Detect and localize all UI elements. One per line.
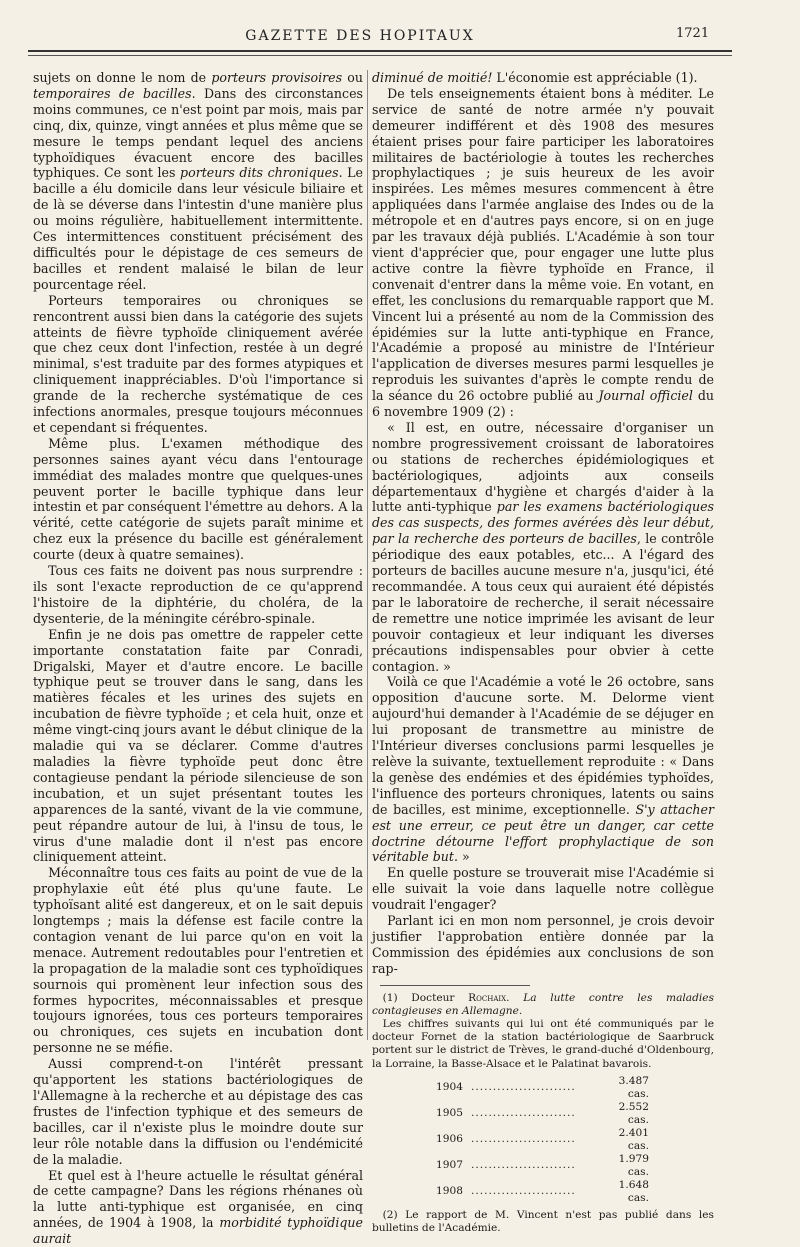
column-divider: [367, 70, 368, 1040]
paragraph: Enfin je ne dois pas omettre de rappeler cette importante constatation faite par Conradi, Drigalski, Mayer et d'autre encore. Le bacille typhique peut se trouver dans le sang, dans les matières fécales et les urines des sujets en incubation de fièvre typhoïde ; et cela huit, onze et même vingt-cinq jours avant le début clinique de la maladie qui va se déclarer. Comme d'autres maladies la fièvre typhoïde peut donc être contagieuse pendant la période silencieuse de son incubation, et un sujet présentant toutes les apparences de la santé, vivant de la vie commune, peut répandre autour de lui, à l'insu de tous, le virus d'une maladie dont il n'est pas encore cliniquement atteint.: [33, 626, 363, 865]
page-number: 1721: [676, 26, 710, 41]
leader-dots: ........................: [470, 1133, 576, 1146]
quotation: « Il est, en outre, nécessaire d'organiser un nombre progressivement croissant de laboratoires ou stations de recherches épidémiologiques et bactériologiques, adjoints aux conseils départementaux d'hygiène et chargés d'aider à la lutte anti-typhique par les examens bactériologiques des cas suspects, des formes avérées dès leur début, par la recherche des porteurs de bacilles, le contrôle périodique des eaux potables, etc... A l'égard des porteurs de bacilles aucune mesure n'a, jusqu'ici, été recommandée. A tous ceux qui auraient été dépistés par le laboratoire de recherche, il serait nécessaire de remettre une notice imprimée les avisant de leur pouvoir contagieux et leur indiquant les diverses précautions indispensables pour obvier à cette contagion. »: [372, 419, 714, 674]
paragraph: Même plus. L'examen méthodique des personnes saines ayant vécu dans l'entourage immédiat des malades montre que quelques-unes peuvent porter le bacille typhique dans leur intestin et par conséquent l'émettre au dehors. A la vérité, cette catégorie de sujets paraît minime et chez eux la présence du bacille est généralement courte (deux à quatre semaines).: [33, 435, 363, 563]
footnotes: [372, 992, 714, 1236]
year-cell: 1907: [436, 1159, 463, 1172]
year-cell: 1908: [436, 1185, 463, 1198]
leader-dots: ........................: [470, 1081, 576, 1094]
cases-cell: 3.487 cas.: [618, 1074, 649, 1100]
cases-table: [432, 1075, 653, 1205]
paragraph: Tous ces faits ne doivent pas nous surprendre : ils sont l'exacte reproduction de ce qu'apprend l'histoire de la diphtérie, du choléra, de la dysenterie, de la méningite cérébro-spinale.: [33, 563, 363, 626]
paragraph: En quelle posture se trouverait mise l'Académie si elle suivait la voie dans laquelle notre collègue voudrait l'engager?: [372, 865, 714, 913]
paragraph: Et quel est à l'heure actuelle le résultat général de cette campagne? Dans les régions rhénanes où la lutte anti-typhique est organisée, en cinq années, de 1904 à 1908, la morbidité typhoïdique aurait: [33, 1167, 363, 1247]
paragraph: Méconnaître tous ces faits au point de vue de la prophylaxie eût été plus qu'une faute. Le typhoïsant alité est dangereux, et on le sait depuis longtemps ; mais la défense est facile contre la contagion venant de lui parce qu'on en voit la menace. Autrement redoutables pour l'entretien et la propagation de la maladie sont ces typhoïdiques sournois qui promènent leur infection sous des formes hypocrites, méconnaissables et presque toujours ignorées, tous ces porteurs temporaires ou chroniques, ces sujets en incubation dont personne ne se méfie.: [33, 865, 363, 1056]
table-row: [432, 1101, 653, 1127]
cases-cell: 2.401 cas.: [618, 1126, 649, 1152]
cases-cell: 1.979 cas.: [618, 1152, 649, 1178]
leader-dots: ........................: [470, 1185, 576, 1198]
paragraph: Porteurs temporaires ou chroniques se rencontrent aussi bien dans la catégorie des sujets atteints de fièvre typhoïde cliniquement avérée que chez ceux dont l'infection, restée à un degré minimal, s'est traduite par des formes atypiques et cliniquement inappréciables. D'où l'importance si grande de la recherche systématique de ces infections anormales, presque toujours méconnues et cependant si fréquentes.: [33, 292, 363, 435]
right-column: [372, 70, 714, 1235]
year-cell: 1905: [436, 1107, 463, 1120]
table-row: [432, 1075, 653, 1101]
table-row: [432, 1153, 653, 1179]
header-rule: [28, 50, 732, 52]
footnote-1: (1) Docteur Rochaix. La lutte contre les maladies contagieuses en Allemagne.: [372, 991, 714, 1017]
running-header: GAZETTE DES HOPITAUX: [245, 28, 475, 44]
year-cell: 1904: [436, 1081, 463, 1094]
leader-dots: ........................: [470, 1159, 576, 1172]
table-row: [432, 1179, 653, 1205]
footnote-rule: [380, 985, 530, 986]
paragraph: Aussi comprend-t-on l'intérêt pressant qu'apportent les stations bactériologiques de l'Allemagne à la recherche et au dépistage des cas frustes de l'infection typhique et des semeurs de bacilles, car il n'existe plus le moindre doute sur leur rôle notable dans la diffusion ou l'endémicité de la maladie.: [33, 1056, 363, 1167]
header-rule-thin: [28, 55, 732, 56]
cases-cell: 1.648 cas.: [618, 1178, 649, 1204]
footnote-1-text: Les chiffres suivants qui lui ont été communiqués par le docteur Fornet de la station bactériologique de Saarbruck portent sur le district de Trèves, le grand-duché d'Oldenbourg, la Lorraine, la Basse-Alsace et le Palatinat bavarois.: [372, 1018, 714, 1070]
year-cell: 1906: [436, 1133, 463, 1146]
paragraph: Parlant ici en mon nom personnel, je crois devoir justifier l'approbation entière donnée par la Commission des épidémies aux conclusions de son rap-: [372, 913, 714, 976]
paragraph: diminué de moitié! L'économie est appréciable (1).: [372, 70, 698, 85]
cases-cell: 2.552 cas.: [618, 1100, 649, 1126]
leader-dots: ........................: [470, 1107, 576, 1120]
footnote-2: (2) Le rapport de M. Vincent n'est pas publié dans les bulletins de l'Académie.: [372, 1208, 714, 1235]
table-row: [432, 1127, 653, 1153]
left-column: [33, 70, 363, 1247]
paragraph: sujets on donne le nom de porteurs provisoires ou temporaires de bacilles. Dans des circonstances moins communes, ce n'est point par mois, mais par cinq, dix, quinze, vingt années et plus même que se mesure le temps pendant lequel des anciens typhoïdiques évacuent encore des bacilles typhiques. Ce sont les porteurs dits chroniques. Le bacille a élu domicile dans leur vésicule biliaire et de là se déverse dans l'intestin d'une manière plus ou moins régulière, habituellement intermittente. Ces intermittences constituent précisément des difficultés pour le dépistage de ces semeurs de bacilles et rendent malaisé le bilan de leur pourcentage réel.: [33, 70, 364, 292]
paragraph: Voilà ce que l'Académie a voté le 26 octobre, sans opposition d'aucune sorte. M. Delorme vient aujourd'hui demander à l'Académie de se déjuger en lui proposant de transmettre au ministre de l'Intérieur diverses conclusions parmi lesquelles je relève la suivante, textuellement reproduite : « Dans la genèse des endémies et des épidémies typhoïdes, l'influence des porteurs chroniques, latents ou sains de bacilles, est minime, exceptionnelle. S'y attacher est une erreur, ce peut être un danger, car cette doctrine détourne l'effort prophylactique de son véritable but. »: [372, 674, 715, 865]
paragraph: De tels enseignements étaient bons à méditer. Le service de santé de notre armée n'y pouvait demeurer indifférent et dès 1908 des mesures étaient prises pour faire participer les laboratoires militaires de bactériologie à toutes les recherches prophylactiques ; je suis heureux de les avoir inspirées. Les mêmes mesures commencent à être appliquées dans l'armée anglaise des Indes ou de la métropole et en d'autres pays encore, si on en juge par les travaux déjà publiés. L'Académie à son tour vient d'apprécier que, pour engager une lutte plus active contre la fièvre typhoïde en France, il convenait d'entrer dans la même voie. En votant, en effet, les conclusions du remarquable rapport que M. Vincent lui a présenté au nom de la Commission des épidémies sur la lutte anti-typhique en France, l'Académie a proposé au ministre de l'Intérieur l'application de diverses mesures parmi lesquelles je reproduis les suivantes d'après le compte rendu de la séance du 26 octobre publié au Journal officiel du 6 novembre 1909 (2) :: [372, 85, 714, 420]
